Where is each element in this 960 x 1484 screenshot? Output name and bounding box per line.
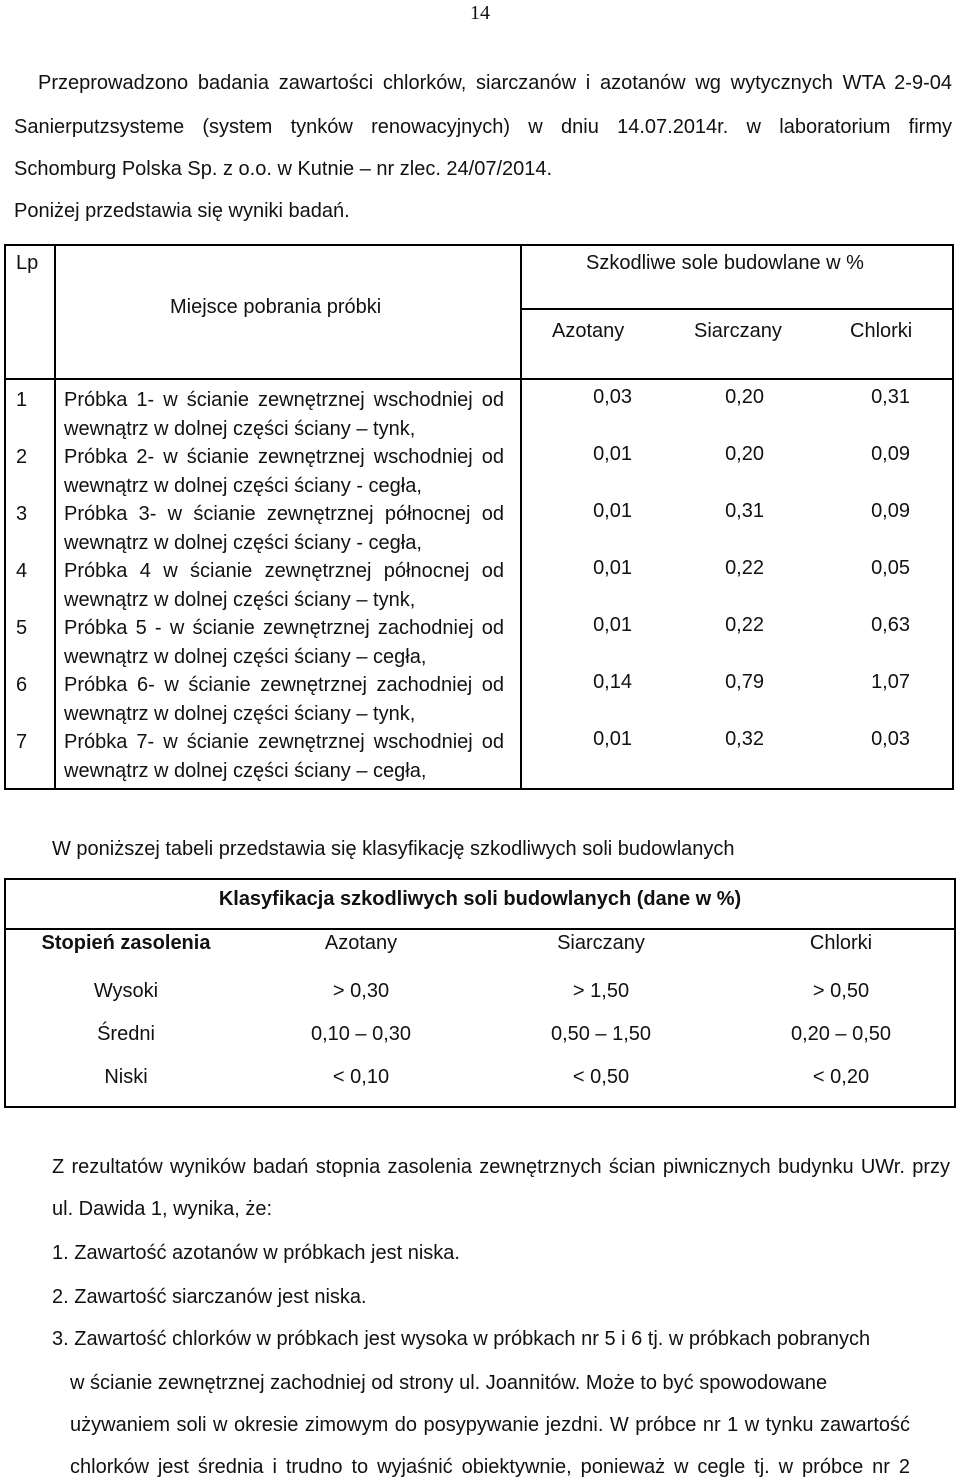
row-chlorki: 0,63 [871, 614, 910, 636]
row-siarczany: 0,22 [725, 557, 764, 579]
conclusion-item-3: 3. Zawartość chlorków w próbkach jest wysoka w próbkach nr 5 i 6 tj. w próbkach pobranych [52, 1328, 871, 1350]
row-description-line: wewnątrz w dolnej części ściany – tynk, [64, 589, 416, 611]
header-siarczany: Siarczany [694, 320, 782, 342]
class-row-chlorki: 0,20 – 0,50 [790, 1023, 892, 1045]
row-azotany: 0,01 [593, 500, 632, 522]
row-chlorki: 1,07 [871, 671, 910, 693]
header-place: Miejsce pobrania próbki [170, 296, 382, 318]
conclusion-item-3-cont: w ścianie zewnętrznej zachodniej od strony ul. Joannitów. Może to być spowodowane [70, 1372, 828, 1394]
conclusion-item-3-cont: chlorków jest średnia i trudno to wyjaśnić obiektywnie, ponieważ w cegle tj. w próbce nr 2 [70, 1456, 910, 1478]
conclusion-item-1: 1. Zawartość azotanów w próbkach jest niska. [52, 1242, 460, 1264]
conclusion-item-2: 2. Zawartość siarczanów jest niska. [52, 1286, 367, 1308]
row-chlorki: 0,31 [871, 386, 910, 408]
row-description [64, 728, 506, 786]
class-row-azotany: < 0,10 [332, 1066, 390, 1088]
row-azotany: 0,03 [593, 386, 632, 408]
row-description-line: wewnątrz w dolnej części ściany – tynk, [64, 703, 416, 725]
row-description [64, 557, 506, 615]
row-siarczany: 0,79 [725, 671, 764, 693]
class-row-chlorki: > 0,50 [812, 980, 870, 1002]
page-number: 14 [470, 2, 490, 24]
table-divider [6, 378, 952, 380]
intro-line-4: Poniżej przedstawia się wyniki badań. [14, 200, 350, 222]
row-description-line: wewnątrz w dolnej części ściany – cegła, [64, 646, 427, 668]
classification-title: Klasyfikacja szkodliwych soli budowlanych (dane w %) [218, 888, 742, 910]
row-description-line: Próbka 4 w ścianie zewnętrznej północnej od [64, 560, 504, 582]
row-description-line: Próbka 1- w ścianie zewnętrznej wschodniej od [64, 389, 504, 411]
results-table [4, 244, 954, 790]
row-siarczany: 0,22 [725, 614, 764, 636]
row-lp: 5 [16, 617, 28, 639]
table-divider [6, 928, 954, 930]
row-chlorki: 0,05 [871, 557, 910, 579]
row-description [64, 614, 506, 672]
conclusion-line-2: ul. Dawida 1, wynika, że: [52, 1198, 273, 1220]
row-lp: 2 [16, 446, 28, 468]
conclusion-line-1: Z rezultatów wyników badań stopnia zasolenia zewnętrznych ścian piwnicznych budynku UWr. przy [52, 1156, 950, 1178]
class-row-siarczany: < 0,50 [572, 1066, 630, 1088]
header-chlorki: Chlorki [809, 932, 873, 954]
row-lp: 3 [16, 503, 28, 525]
classification-table [4, 878, 956, 1108]
table-divider [520, 246, 522, 788]
row-description [64, 443, 506, 501]
row-description-line: wewnątrz w dolnej części ściany – tynk, [64, 418, 416, 440]
table-divider [54, 246, 56, 788]
row-azotany: 0,14 [593, 671, 632, 693]
row-description [64, 500, 506, 558]
header-chlorki: Chlorki [850, 320, 913, 342]
row-azotany: 0,01 [593, 728, 632, 750]
class-row-chlorki: < 0,20 [812, 1066, 870, 1088]
row-lp: 6 [16, 674, 28, 696]
row-lp: 7 [16, 731, 28, 753]
header-stopien: Stopień zasolenia [41, 932, 211, 954]
class-row-siarczany: 0,50 – 1,50 [550, 1023, 652, 1045]
intro-line-2: Sanierputzsysteme (system tynków renowacyjnych) w dniu 14.07.2014r. w laboratorium firmy [14, 116, 952, 138]
row-description-line: Próbka 5 - w ścianie zewnętrznej zachodniej od [64, 617, 504, 639]
row-chlorki: 0,03 [871, 728, 910, 750]
header-lp: Lp [16, 252, 39, 274]
class-row-level: Średni [97, 1023, 155, 1045]
class-row-azotany: > 0,30 [332, 980, 390, 1002]
class-row-level: Wysoki [93, 980, 159, 1002]
row-lp: 4 [16, 560, 28, 582]
row-siarczany: 0,32 [725, 728, 764, 750]
row-siarczany: 0,20 [725, 443, 764, 465]
row-description-line: wewnątrz w dolnej części ściany - cegła, [64, 532, 422, 554]
row-azotany: 0,01 [593, 557, 632, 579]
classification-intro: W poniższej tabeli przedstawia się klasyfikację szkodliwych soli budowlanych [52, 838, 735, 860]
intro-line-1: Przeprowadzono badania zawartości chlorków, siarczanów i azotanów wg wytycznych WTA 2-9-04 [38, 72, 952, 94]
row-siarczany: 0,20 [725, 386, 764, 408]
row-azotany: 0,01 [593, 443, 632, 465]
row-description-line: Próbka 3- w ścianie zewnętrznej północnej od [64, 503, 504, 525]
header-azotany: Azotany [552, 320, 625, 342]
row-azotany: 0,01 [593, 614, 632, 636]
row-description [64, 671, 506, 729]
table-divider [520, 308, 952, 310]
header-siarczany: Siarczany [557, 932, 645, 954]
row-chlorki: 0,09 [871, 443, 910, 465]
row-description [64, 386, 506, 444]
row-description-line: Próbka 6- w ścianie zewnętrznej zachodniej od [64, 674, 504, 696]
class-row-siarczany: > 1,50 [572, 980, 630, 1002]
header-salts-group: Szkodliwe sole budowlane w % [586, 252, 864, 274]
class-row-azotany: 0,10 – 0,30 [310, 1023, 412, 1045]
row-description-line: wewnątrz w dolnej części ściany – cegła, [64, 760, 427, 782]
row-description-line: wewnątrz w dolnej części ściany - cegła, [64, 475, 422, 497]
conclusion-item-3-cont: używaniem soli w okresie zimowym do posypywanie jezdni. W próbce nr 1 w tynku zawartość [70, 1414, 910, 1436]
row-siarczany: 0,31 [725, 500, 764, 522]
row-lp: 1 [16, 389, 28, 411]
header-azotany: Azotany [324, 932, 398, 954]
intro-line-3: Schomburg Polska Sp. z o.o. w Kutnie – nr zlec. 24/07/2014. [14, 158, 553, 180]
class-row-level: Niski [104, 1066, 148, 1088]
row-chlorki: 0,09 [871, 500, 910, 522]
row-description-line: Próbka 7- w ścianie zewnętrznej wschodniej od [64, 731, 504, 753]
row-description-line: Próbka 2- w ścianie zewnętrznej wschodniej od [64, 446, 504, 468]
